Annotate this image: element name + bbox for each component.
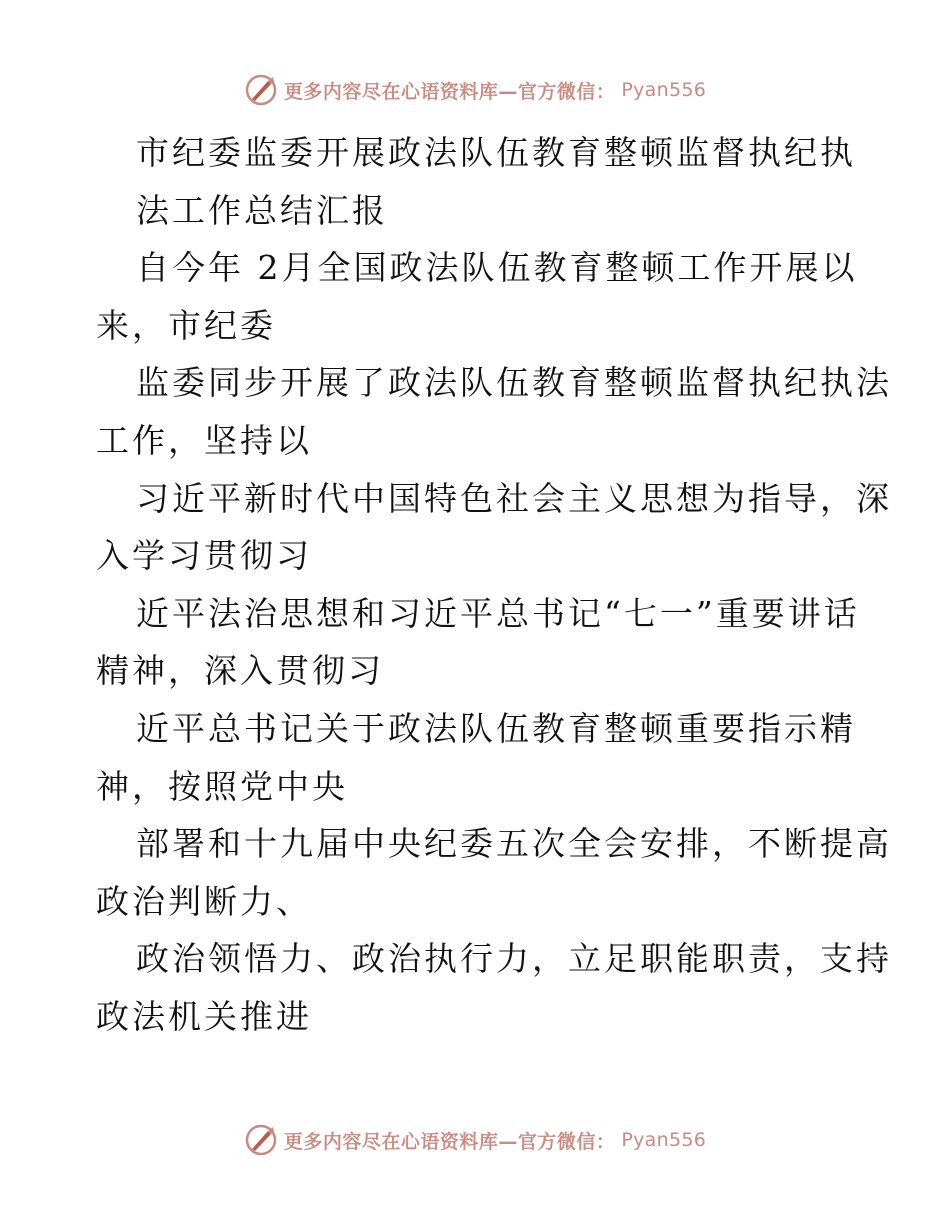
text-line: 入学习贯彻习 bbox=[96, 536, 312, 576]
text-line: 监委同步开展了政法队伍教育整顿监督执纪执法 bbox=[136, 363, 892, 403]
text-line: 部署和十九届中央纪委五次全会安排，不断提高 bbox=[136, 824, 892, 864]
watermark-wechat-id: Pyan556 bbox=[621, 79, 707, 101]
text-line: 政治领悟力、政治执行力，立足职能职责，支持 bbox=[136, 939, 892, 979]
text-line: 政法机关推进 bbox=[96, 996, 312, 1036]
text-line: 近平法治思想和习近平总书记“七一”重要讲话 bbox=[136, 593, 860, 633]
text-line: 神，按照党中央 bbox=[96, 766, 348, 806]
text-line: 精神，深入贯彻习 bbox=[96, 651, 384, 691]
header-watermark bbox=[0, 68, 950, 112]
watermark-text: 更多内容尽在心语资料库—官方微信： bbox=[283, 1130, 616, 1153]
footer-watermark bbox=[0, 1118, 950, 1162]
text-line: 习近平新时代中国特色社会主义思想为指导，深 bbox=[136, 478, 892, 518]
text-line: 工作，坚持以 bbox=[96, 420, 312, 460]
text-line: 政治判断力、 bbox=[96, 881, 312, 921]
text-line: 市纪委监委开展政法队伍教育整顿监督执纪执 bbox=[136, 133, 856, 172]
text-line: 近平总书记关于政法队伍教育整顿重要指示精 bbox=[136, 708, 856, 748]
text-line: 法工作总结汇报 bbox=[136, 190, 388, 230]
document-body bbox=[96, 124, 892, 1046]
watermark-wechat-id: Pyan556 bbox=[621, 1129, 707, 1151]
pen-quill-logo-icon bbox=[244, 1123, 278, 1157]
text-line: 自今年 2月全国政法队伍教育整顿工作开展以 bbox=[136, 248, 858, 288]
text-line: 来，市纪委 bbox=[96, 305, 276, 345]
watermark-text: 更多内容尽在心语资料库—官方微信： bbox=[283, 80, 616, 103]
pen-quill-logo-icon bbox=[244, 73, 278, 107]
